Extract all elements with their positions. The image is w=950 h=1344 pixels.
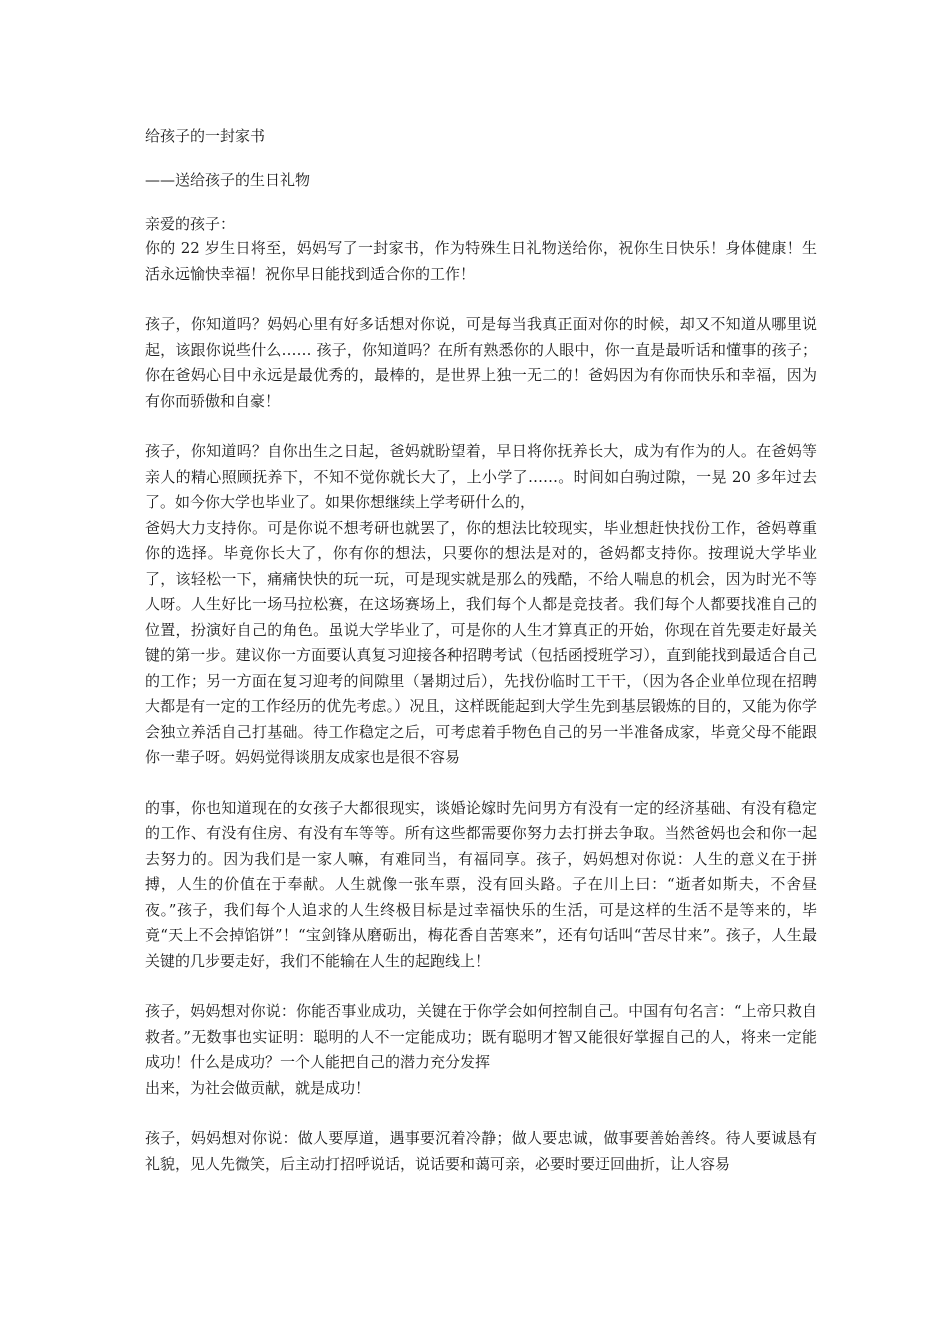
paragraph-spacer <box>145 1101 817 1126</box>
paragraph-spacer <box>145 771 817 796</box>
paragraph-do-you-know: 孩子，你知道吗？妈妈心里有好多话想对你说，可是每当我真正面对你的时候，却又不知道从哪里说起，该跟你说些什么…… 孩子，你知道吗？在所有熟悉你的人眼中，你一直是最听话和懂事的孩子；你在爸妈心目中永远是最优秀的，最棒的，是世界上独一无二的！爸妈因为有你而快乐和幸福，因为有你而骄傲和自豪！ <box>145 315 817 410</box>
paragraph-reality: 的事，你也知道现在的女孩子大都很现实，谈婚论嫁时先问男方有没有一定的经济基础、有没有稳定的工作、有没有住房、有没有车等等。所有这些都需要你努力去打拼去争取。当然爸妈也会和你一起去努力的。因为我们是一家人嘛，有难同当，有福同享。孩子，妈妈想对你说：人生的意义在于拼搏，人生的价值在于奉献。人生就像一张车票，没有回头路。子在川上曰：“逝者如斯夫，不舍昼夜。”孩子，我们每个人追求的人生终极目标是过幸福快乐的生活，可是这样的生活不是等来的，毕竟“天上不会掉馅饼”！“宝剑锋从磨砺出，梅花香自苦寒来”，还有句话叫“苦尽甘来”。孩子，人生最关键的几步要走好，我们不能输在人生的起跑线上！ <box>145 798 817 970</box>
paragraph-spacer <box>145 287 817 312</box>
paragraph-success: 孩子，妈妈想对你说：你能否事业成功，关键在于你学会如何控制自己。中国有句名言：“上帝只救自救者。”无数事也实证明：聪明的人不一定能成功；既有聪明才智又能很好掌握自己的人，将来一定能成功！什么是成功？一个人能把自己的潜力充分发挥 <box>145 1002 817 1071</box>
paragraph-support-choice: 爸妈大力支持你。可是你说不想考研也就罢了，你的想法比较现实，毕业想赶快找份工作，爸妈尊重你的选择。毕竟你长大了，你有你的想法，只要你的想法是对的，爸妈都支持你。按理说大学毕业了，该轻松一下，痛痛快快的玩一玩，可是现实就是那么的残酷，不给人喘息的机会，因为时光不等人呀。人生好比一场马拉松赛，在这场赛场上，我们每个人都是竞技者。我们每个人都要找准自己的位置，扮演好自己的角色。虽说大学毕业了，可是你的人生才算真正的开始，你现在首先要走好最关键的第一步。建议你一方面要认真复习迎接各种招聘考试（包括函授班学习），直到能找到最适合自己的工作；另一方面在复习迎考的间隙里（暑期过后），先找份临时工干干，（因为各企业单位现在招聘大都是有一定的工作经历的优先考虑。）况且，这样既能起到大学生先到基层锻炼的目的，又能为你学会独立养活自己打基础。待工作稳定之后，可考虑着手物色自己的另一半准备成家，毕竟父母不能跟你一辈子呀。妈妈觉得谈朋友成家也是很不容易 <box>145 518 817 766</box>
paragraph-growing-up: 孩子，你知道吗？自你出生之日起，爸妈就盼望着，早日将你抚养长大，成为有作为的人。在爸妈等亲人的精心照顾抚养下，不知不觉你就长大了，上小学了……。时间如白驹过隙，一晃 20 多年过去了。如今你大学也毕业了。如果你想继续上学考研什么的， <box>145 442 817 511</box>
letter-body <box>145 124 817 1177</box>
letter-salutation: 亲爱的孩子： <box>145 215 236 233</box>
paragraph-conduct: 孩子，妈妈想对你说：做人要厚道，遇事要沉着冷静；做人要忠诚，做事要善始善终。待人要诚恳有礼貌，见人先微笑，后主动打招呼说话，说话要和蔼可亲，必要时要迂回曲折，让人容易 <box>145 1129 817 1173</box>
letter-subtitle: ——送给孩子的生日礼物 <box>145 171 311 189</box>
paragraph-spacer <box>145 414 817 439</box>
paragraph-spacer <box>145 974 817 999</box>
paragraph-success-end: 出来，为社会做贡献，就是成功！ <box>145 1078 371 1097</box>
letter-title: 给孩子的一封家书 <box>145 127 266 145</box>
paragraph-birthday-wish: 你的 22 岁生日将至，妈妈写了一封家书，作为特殊生日礼物送给你，祝你生日快乐！身体健康！生活永远愉快幸福！祝你早日能找到适合你的工作！ <box>145 239 817 283</box>
